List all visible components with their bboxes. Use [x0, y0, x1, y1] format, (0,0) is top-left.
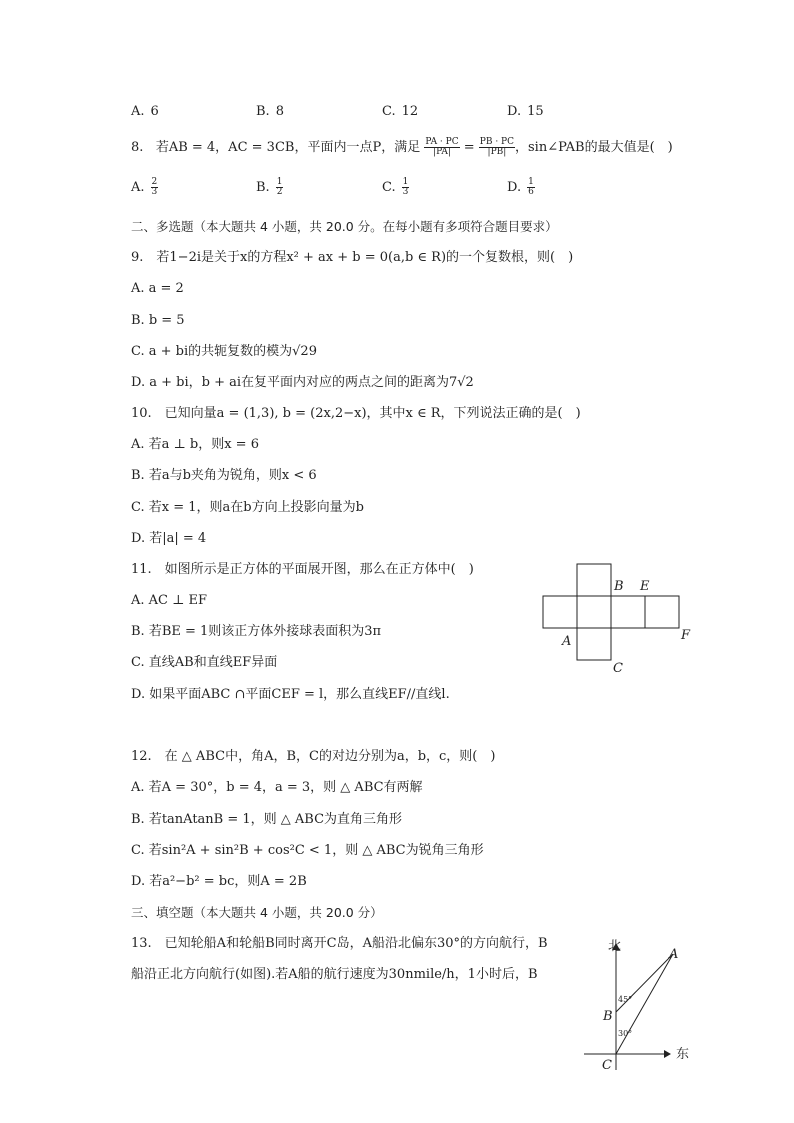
net-square-row-4 — [645, 596, 679, 628]
q9-option-b: B. b = 5 — [131, 313, 185, 328]
q10-option-b: B. 若a与b夹角为锐角，则x < 6 — [131, 468, 317, 483]
q12-option-b: B. 若tanAtanB = 1，则 △ ABC为直角三角形 — [131, 812, 403, 827]
q8-options — [131, 178, 601, 204]
q13-line-2: 船沿正北方向航行(如图).若A船的航行速度为30nmile/h，1小时后，B — [131, 967, 538, 982]
point-c-label: C — [602, 1058, 612, 1073]
q9-stem: 9. 若1−2i是关于x的方程x² + ax + b = 0(a,b ∈ R)的一个复数根，则( ) — [131, 250, 574, 265]
net-label-b: B — [614, 579, 624, 594]
north-label: 北 — [608, 939, 622, 954]
q10-option-c: C. 若x = 1，则a在b方向上投影向量为b — [131, 500, 364, 515]
net-square-bottom — [577, 628, 611, 660]
q9-option-a: A. a = 2 — [131, 281, 184, 296]
net-label-c: C — [613, 661, 623, 676]
navigation-figure — [574, 930, 694, 1075]
q8-fraction-1: $\frac{PA \cdot PC}{|PA|}$ — [425, 137, 459, 157]
q7-option-a: A. 6 — [131, 104, 159, 119]
net-label-e: E — [640, 579, 650, 594]
q10-stem: 10. 已知向量a = (1,3), b = (2x,2−x)，其中x ∈ R，下列说法正确的是( ) — [131, 406, 581, 421]
q8-option-b: B. $\frac{1}{2}$ — [256, 177, 283, 197]
q12-option-c: C. 若sin²A + sin²B + cos²C < 1，则 △ ABC为锐角三角形 — [131, 843, 484, 858]
q8-fraction-2: $\frac{PB \cdot PC}{|PB|}$ — [479, 137, 514, 157]
net-square-row-3 — [611, 596, 645, 628]
net-square-row-1 — [543, 596, 577, 628]
q10-option-d: D. 若|a| = 4 — [131, 531, 207, 546]
net-square-row-2 — [577, 596, 611, 628]
east-label: 东 — [676, 1047, 690, 1062]
q8-option-a: A. $\frac{2}{3}$ — [131, 177, 158, 197]
angle-30-label: 30° — [618, 1029, 633, 1038]
point-b-label: B — [603, 1009, 613, 1024]
q11-option-b: B. 若BE = 1则该正方体外接球表面积为3π — [131, 624, 382, 639]
angle-45-label: 45° — [618, 995, 633, 1004]
q9-option-d: D. a + bi，b + ai在复平面内对应的两点之间的距离为7√2 — [131, 375, 474, 390]
q12-stem: 12. 在 △ ABC中，角A，B，C的对边分别为a，b，c，则( ) — [131, 749, 496, 764]
net-label-a: A — [562, 634, 572, 649]
net-square-top — [577, 564, 611, 596]
section-3-heading: 三、填空题（本大题共 4 小题，共 20.0 分） — [131, 905, 383, 920]
point-a-label: A — [669, 947, 679, 962]
net-label-f: F — [681, 628, 691, 643]
q11-stem: 11. 如图所示是正方体的平面展开图，那么在正方体中( ) — [131, 562, 474, 577]
q7-option-c: C. 12 — [382, 104, 419, 119]
q11-option-d: D. 如果平面ABC ∩平面CEF = l，那么直线EF//直线l. — [131, 687, 450, 702]
q8-stem: 8. 若AB = 4，AC = 3CB，平面内一点P，满足 $\frac{PA \cdot PC}{|PA|}$ = $\frac{PB \cdot PC}{|PB|}$ ，sin∠PAB的最大值是( ) — [131, 137, 673, 157]
q7-option-d: D. 15 — [507, 104, 544, 119]
q7-option-b: B. 8 — [256, 104, 284, 119]
q10-option-a: A. 若a ⊥ b，则x = 6 — [131, 437, 259, 452]
q11-option-a: A. AC ⊥ EF — [131, 593, 207, 608]
q7-options — [131, 104, 601, 124]
cube-net-figure — [536, 558, 702, 678]
q13-line-1: 13. 已知轮船A和轮船B同时离开C岛，A船沿北偏东30°的方向航行，B — [131, 936, 548, 951]
q11-option-c: C. 直线AB和直线EF异面 — [131, 655, 278, 670]
q9-option-c: C. a + bi的共轭复数的模为√29 — [131, 344, 317, 359]
section-2-heading: 二、多选题（本大题共 4 小题，共 20.0 分。在每小题有多项符合题目要求） — [131, 219, 558, 234]
q8-option-c: C. $\frac{1}{3}$ — [382, 177, 409, 197]
q12-option-d: D. 若a²−b² = bc，则A = 2B — [131, 874, 307, 889]
q12-option-a: A. 若A = 30°，b = 4，a = 3，则 △ ABC有两解 — [131, 780, 423, 795]
q8-option-d: D. $\frac{1}{6}$ — [507, 177, 534, 197]
